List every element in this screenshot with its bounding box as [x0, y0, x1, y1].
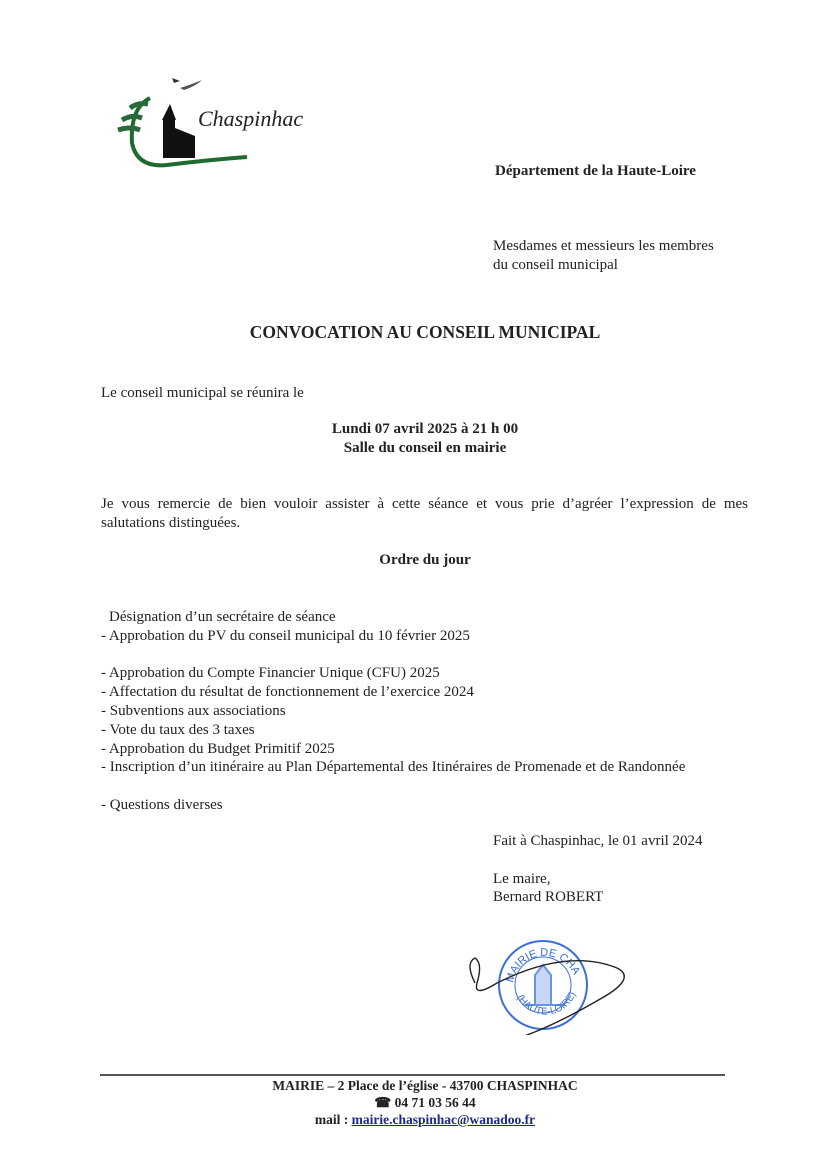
svg-text:MAIRIE DE CHASPINHAC: [455, 925, 582, 984]
telephone-icon: ☎: [374, 1095, 392, 1110]
logo: [110, 68, 310, 173]
agenda-item: - Subventions aux associations: [101, 702, 286, 719]
agenda-item: - Affectation du résultat de fonctionnement de l’exercice 2024: [101, 684, 474, 701]
department-heading: Département de la Haute-Loire: [495, 163, 696, 179]
footer-phone: [0, 1094, 827, 1111]
place-date: Fait à Chaspinhac, le 01 avril 2024: [493, 833, 703, 849]
intro-text: Le conseil municipal se réunira le: [101, 385, 304, 401]
agenda-item: - Approbation du PV du conseil municipal du 10 février 2025: [101, 627, 470, 644]
logo-text: Chaspinhac: [198, 106, 304, 131]
meeting-place: Salle du conseil en mairie: [343, 440, 507, 456]
agenda-item: - Questions diverses: [101, 796, 223, 813]
signatory-name: Bernard ROBERT: [493, 889, 604, 905]
mail-label: mail :: [314, 1112, 352, 1127]
agenda-item: - Approbation du Compte Financier Unique (CFU) 2025: [101, 665, 440, 682]
document-title: CONVOCATION AU CONSEIL MUNICIPAL: [249, 322, 601, 342]
signatory-role: Le maire,: [493, 871, 551, 887]
stamp-signature-icon: [455, 925, 645, 1035]
recipient-line-2: du conseil municipal: [493, 257, 618, 273]
official-stamp: [455, 925, 645, 1035]
footer-divider: [100, 1074, 725, 1076]
stamp-text-bottom: (HAUTE-LOIRE): [514, 990, 579, 1018]
phone-number: 04 71 03 56 44: [394, 1095, 476, 1110]
agenda-item: Désignation d’un secrétaire de séance: [109, 609, 336, 625]
agenda-item: - Vote du taux des 3 taxes: [101, 721, 255, 738]
agenda-heading: Ordre du jour: [379, 552, 471, 568]
meeting-date-time: Lundi 07 avril 2025 à 21 h 00: [331, 421, 519, 437]
stamp-text-top: MAIRIE DE CHA: [504, 946, 583, 984]
body-paragraph: Je vous remercie de bien vouloir assister à cette séance et vous prie d’agréer l’expression de mes salutations distinguées.: [101, 496, 748, 531]
footer-mail: [0, 1111, 827, 1128]
agenda-item: - Approbation du Budget Primitif 2025: [101, 740, 335, 757]
email-link[interactable]: mairie.chaspinhac@wanadoo.fr: [351, 1112, 536, 1127]
recipient-line-1: Mesdames et messieurs les membres: [493, 238, 714, 254]
footer-address: MAIRIE – 2 Place de l’église - 43700 CHASPINHAC: [272, 1078, 578, 1093]
agenda-list: [101, 608, 685, 815]
agenda-item: - Inscription d’un itinéraire au Plan Départemental des Itinéraires de Promenade et de Randonnée: [101, 759, 686, 776]
